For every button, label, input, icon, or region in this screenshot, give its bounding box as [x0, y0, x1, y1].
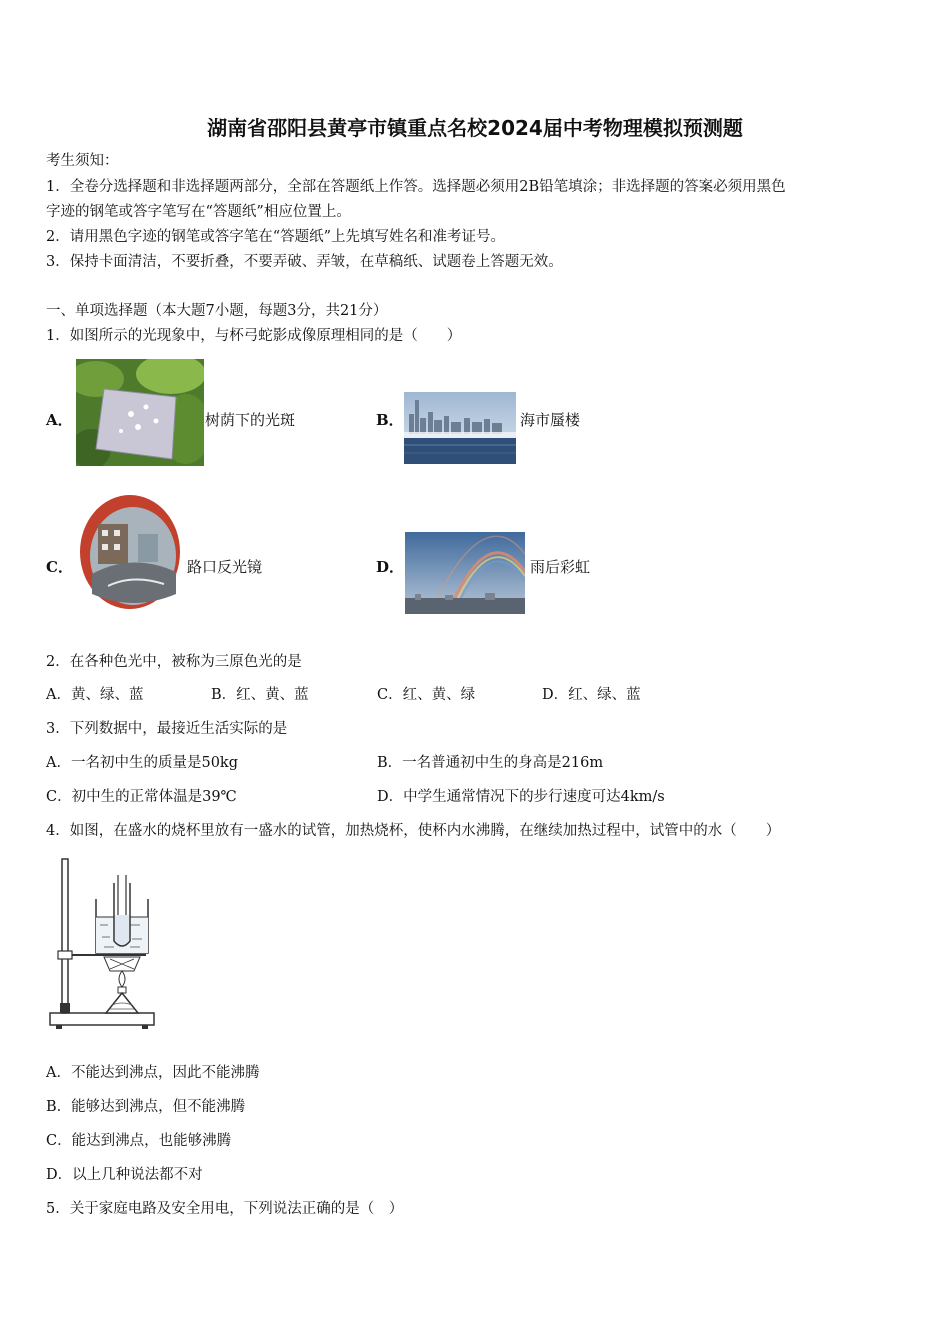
q1-option-a-caption: 树荫下的光斑 — [205, 411, 296, 429]
section-heading: 一、单项选择题（本大题7小题，每题3分，共21分） — [46, 303, 388, 319]
convex-road-mirror-image — [78, 494, 182, 610]
q4-option-c: C．能达到沸点，也能够沸腾 — [46, 1133, 232, 1149]
notice-item: 1．全卷分选择题和非选择题两部分，全部在答题纸上作答。选择题必须用2B铅笔填涂；非选择题的答案必须用黑色 — [46, 179, 786, 195]
notice-heading: 考生须知： — [46, 153, 119, 169]
rainbow-after-rain-image — [405, 532, 525, 614]
q3-option-d: D．中学生通常情况下的步行速度可达4km/s — [377, 789, 665, 805]
q4-option-a: A．不能达到沸点，因此不能沸腾 — [46, 1065, 260, 1081]
tree-shade-light-spots-image — [76, 359, 204, 466]
question-2-stem: 2．在各种色光中，被称为三原色光的是 — [46, 654, 302, 670]
q1-option-d-letter: D． — [376, 558, 405, 576]
q3-option-b: B．一名普通初中生的身高是216m — [377, 755, 604, 771]
q3-option-a: A．一名初中生的质量是50kg — [46, 755, 238, 771]
question-3-stem: 3．下列数据中，最接近生活实际的是 — [46, 721, 288, 737]
q2-option-a: A．黄、绿、蓝 — [46, 687, 144, 703]
q1-option-b-caption: 海市蜃楼 — [520, 411, 581, 429]
notice-item: 3．保持卡面清洁，不要折叠，不要弄破、弄皱，在草稿纸、试题卷上答题无效。 — [46, 254, 563, 270]
q1-option-c-letter: C． — [46, 558, 73, 576]
q1-option-c-caption: 路口反光镜 — [187, 558, 263, 576]
q2-option-b: B．红、黄、蓝 — [211, 687, 309, 703]
q1-option-a-letter: A． — [46, 411, 73, 429]
q3-option-c: C．初中生的正常体温是39℃ — [46, 789, 237, 805]
q2-option-d: D．红、绿、蓝 — [542, 687, 641, 703]
q1-option-d-caption: 雨后彩虹 — [530, 558, 591, 576]
notice-item: 字迹的钢笔或答字笔写在“答题纸”相应位置上。 — [46, 204, 351, 220]
question-4-stem: 4．如图，在盛水的烧杯里放有一盛水的试管，加热烧杯，使杯内水沸腾，在继续加热过程中，试管中的水（ ） — [46, 823, 781, 839]
q2-option-c: C．红、黄、绿 — [377, 687, 476, 703]
q4-option-b: B．能够达到沸点，但不能沸腾 — [46, 1099, 246, 1115]
boiling-apparatus-diagram — [48, 855, 158, 1031]
notice-item: 2．请用黑色字迹的钢笔或答字笔在“答题纸”上先填写姓名和准考证号。 — [46, 229, 506, 245]
question-1-stem: 1．如图所示的光现象中，与杯弓蛇影成像原理相同的是（ ） — [46, 328, 462, 344]
q4-option-d: D．以上几种说法都不对 — [46, 1167, 203, 1183]
question-5-stem: 5．关于家庭电路及安全用电，下列说法正确的是（ ） — [46, 1201, 404, 1217]
page-title: 湖南省邵阳县黄亭市镇重点名校2024届中考物理模拟预测题 — [207, 116, 743, 140]
q1-option-b-letter: B． — [376, 411, 404, 429]
mirage-city-image — [404, 392, 516, 464]
